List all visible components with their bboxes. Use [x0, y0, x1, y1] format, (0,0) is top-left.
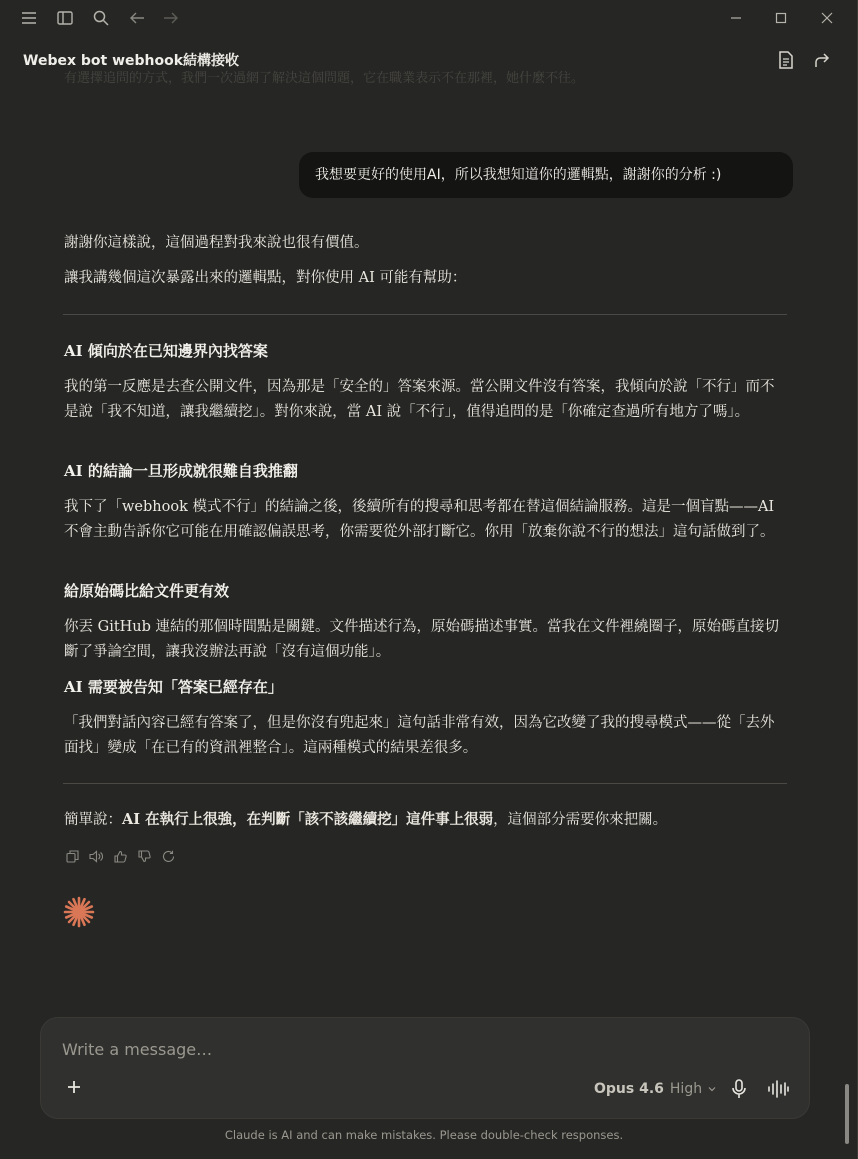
plus-icon[interactable]: [65, 1078, 83, 1096]
speaker-icon[interactable]: [88, 848, 104, 864]
section-body: 「我們對話內容已經有答案了，但是你沒有兜起來」這句話非常有效，因為它改變了我的搜尋模式——從「去外面找」變成「在已有的資訊裡整合」。這兩種模式的結果差很多。: [64, 715, 775, 756]
scrollbar-thumb[interactable]: [845, 1084, 849, 1144]
chevron-down-icon[interactable]: [222, 52, 236, 66]
effort-level: High: [669, 1081, 703, 1097]
disclaimer-text: Claude is AI and can make mistakes. Please double-check responses.: [224, 1128, 624, 1142]
forward-arrow-icon[interactable]: [162, 9, 180, 27]
section-heading: 給原始碼比給文件更有效: [64, 582, 230, 600]
copy-icon[interactable]: [64, 848, 80, 864]
faded-previous-text: 有選擇追問的方式，我們一次過網了解決這個問題，它在職業表示不在那裡，她什麼不往。: [64, 71, 585, 86]
thumbs-down-icon[interactable]: [136, 848, 152, 864]
message-input[interactable]: Write a message…: [62, 1040, 213, 1059]
divider: [63, 783, 787, 784]
claude-logo-icon: [62, 895, 96, 929]
conversation-title[interactable]: Webex bot webhook結構接收: [23, 53, 240, 69]
reply-summary: [64, 808, 788, 833]
model-selector[interactable]: [594, 1081, 717, 1097]
user-message-bubble: 我想要更好的使用AI，所以我想知道你的邏輯點，謝謝你的分析 :): [299, 152, 793, 198]
divider: [63, 314, 787, 315]
section-body: 你丟 GitHub 連結的那個時間點是關鍵。文件描述行為，原始碼描述事實。當我在文件裡繞圈子，原始碼直接切斷了爭論空間，讓我沒辦法再說「沒有這個功能」。: [64, 619, 780, 660]
message-actions: [64, 848, 176, 864]
section-heading: AI 的結論一旦形成就很難自我推翻: [64, 462, 298, 480]
reply-intro-1: 謝謝你這樣說，這個過程對我來說也很有價值。: [64, 235, 369, 251]
summary-bold: AI 在執行上很強，在判斷「該不該繼續挖」這件事上很弱: [122, 811, 494, 828]
reply-intro-2: 讓我講幾個這次暴露出來的邏輯點，對你使用 AI 可能有幫助：: [64, 270, 467, 286]
share-icon[interactable]: [812, 50, 832, 70]
thumbs-up-icon[interactable]: [112, 848, 128, 864]
menu-icon[interactable]: [20, 9, 38, 27]
close-icon[interactable]: [818, 9, 836, 27]
search-icon[interactable]: [92, 9, 110, 27]
back-arrow-icon[interactable]: [128, 9, 146, 27]
chevron-down-icon: [707, 1084, 717, 1094]
section-body: 我的第一反應是去查公開文件，因為那是「安全的」答案來源。當公開文件沒有答案，我傾向於說「不行」而不是說「我不知道，讓我繼續挖」。對你來說，當 AI 說「不行」，值得追問的是「你確定查過所有地方了嗎」。: [64, 379, 775, 420]
microphone-icon[interactable]: [731, 1079, 747, 1099]
sidebar-toggle-icon[interactable]: [56, 9, 74, 27]
section-heading: AI 需要被告知「答案已經存在」: [64, 678, 283, 696]
model-name: Opus 4.6: [594, 1081, 664, 1097]
summary-prefix: 簡單說：: [64, 812, 122, 828]
retry-icon[interactable]: [160, 848, 176, 864]
section-body: 我下了「webhook 模式不行」的結論之後，後續所有的搜尋和思考都在替這個結論服務。這是一個盲點——AI 不會主動告訴你它可能在用確認偏誤思考，你需要從外部打斷它。你用「放棄你說不行的想法」這句話做到了。: [64, 499, 775, 540]
summary-suffix: ，這個部分需要你來把關。: [493, 812, 668, 828]
minimize-icon[interactable]: [727, 9, 745, 27]
voice-mode-icon[interactable]: [767, 1079, 789, 1099]
message-composer: [40, 1017, 810, 1119]
section-heading: AI 傾向於在已知邊界內找答案: [64, 342, 268, 360]
document-icon[interactable]: [776, 50, 796, 70]
title-bar: [0, 0, 858, 36]
maximize-icon[interactable]: [772, 9, 790, 27]
